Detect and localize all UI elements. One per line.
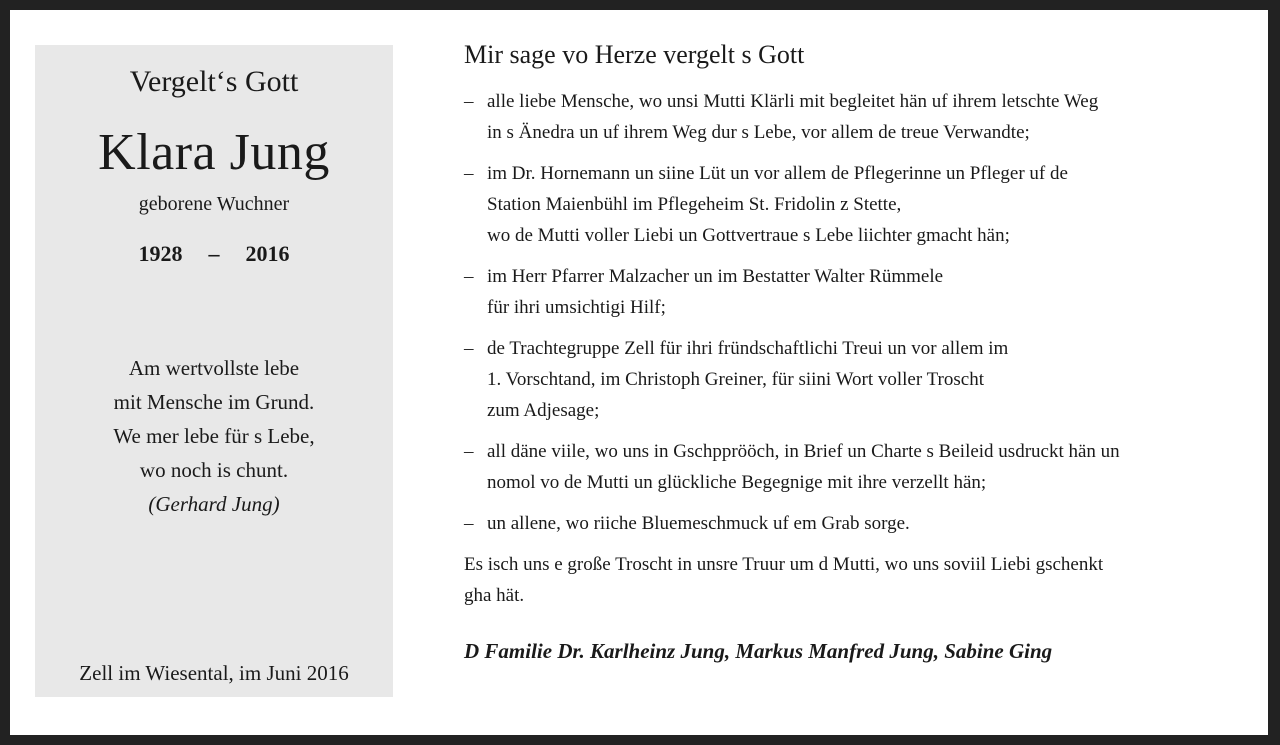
bullet-dash: – <box>464 441 474 462</box>
memorial-panel <box>35 45 393 697</box>
thanks-text <box>464 40 1254 664</box>
poem <box>35 351 393 521</box>
death-year: 2016 <box>245 241 290 266</box>
life-dates <box>35 241 393 267</box>
closing-text <box>464 549 1254 611</box>
year-dash: – <box>208 241 220 266</box>
place-date: Zell im Wiesental, im Juni 2016 <box>79 661 349 685</box>
item-line: de Trachtegruppe Zell für ihri fründschaftlichi Treui un vor allem im <box>487 338 1009 359</box>
bullet-dash: – <box>464 91 474 112</box>
bullet-dash: – <box>464 338 474 359</box>
item-line: 1. Vorschtand, im Christoph Greiner, für siini Wort voller Troscht <box>487 369 984 390</box>
birth-year: 1928 <box>138 241 183 266</box>
bullet-dash: – <box>464 266 474 287</box>
thanks-item <box>464 508 1254 539</box>
item-line: alle liebe Mensche, wo unsi Mutti Klärli mit begleitet hän uf ihrem letschte Weg <box>487 91 1099 112</box>
thanks-item <box>464 158 1254 251</box>
obituary-notice <box>10 10 1268 735</box>
poem-line: mit Mensche im Grund. <box>113 390 315 414</box>
poem-line: wo noch is chunt. <box>139 458 289 482</box>
item-line: nomol vo de Mutti un glückliche Begegnige mit ihre verzellt hän; <box>487 472 987 493</box>
thanks-heading: Mir sage vo Herze vergelt s Gott <box>464 40 805 69</box>
thanks-title: Vergelt‘s Gott <box>129 65 299 98</box>
closing-line: gha hät. <box>464 585 525 606</box>
item-line: Station Maienbühl im Pflegeheim St. Fridolin z Stette, <box>487 194 902 215</box>
closing-line: Es isch uns e große Troscht in unsre Truur um d Mutti, wo uns soviil Liebi gschenkt <box>464 554 1104 575</box>
poem-author: (Gerhard Jung) <box>148 492 280 516</box>
item-line: all däne viile, wo uns in Gschpprööch, in Brief un Charte s Beileid usdruckt hän un <box>487 441 1120 462</box>
item-line: wo de Mutti voller Liebi un Gottvertraue s Lebe liichter gmacht hän; <box>487 225 1010 246</box>
thanks-item <box>464 333 1254 426</box>
birth-name: geborene Wuchner <box>138 193 290 215</box>
item-line: für ihri umsichtigi Hilf; <box>487 297 666 318</box>
family-signature: D Familie Dr. Karlheinz Jung, Markus Manfred Jung, Sabine Ging <box>464 639 1053 663</box>
item-line: zum Adjesage; <box>487 400 600 421</box>
item-line: un allene, wo riiche Bluemeschmuck uf em Grab sorge. <box>487 513 910 534</box>
bullet-dash: – <box>464 513 474 534</box>
deceased-name: Klara Jung <box>98 124 330 181</box>
bullet-dash: – <box>464 163 474 184</box>
thanks-list <box>464 86 1254 539</box>
thanks-item <box>464 261 1254 323</box>
poem-line: Am wertvollste lebe <box>128 356 300 380</box>
item-line: im Herr Pfarrer Malzacher un im Bestatter Walter Rümmele <box>487 266 944 287</box>
item-line: in s Änedra un uf ihrem Weg dur s Lebe, vor allem de treue Verwandte; <box>487 122 1030 143</box>
thanks-item <box>464 436 1254 498</box>
item-line: im Dr. Hornemann un siine Lüt un vor allem de Pflegerinne un Pfleger uf de <box>487 163 1068 184</box>
thanks-item <box>464 86 1254 148</box>
poem-line: We mer lebe für s Lebe, <box>113 424 315 448</box>
